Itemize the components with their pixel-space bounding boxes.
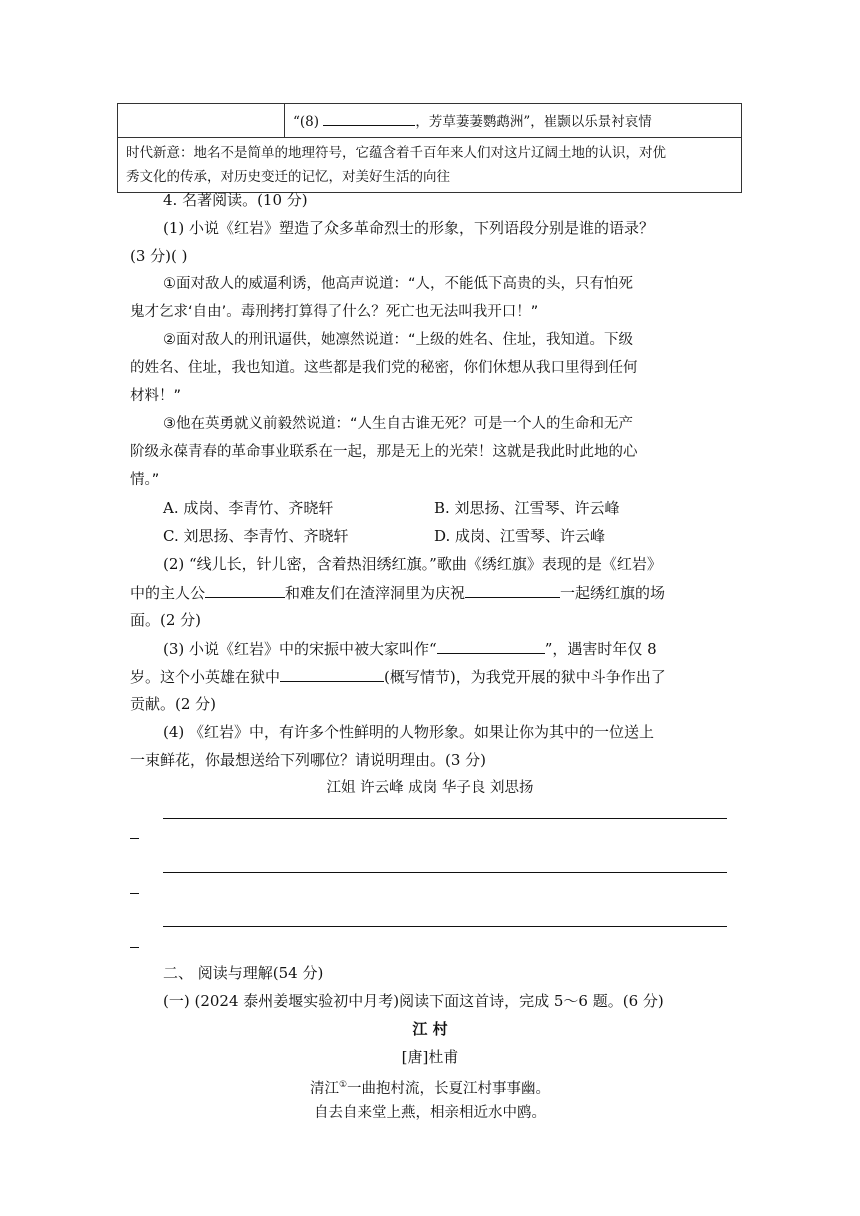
table-cell-empty (118, 104, 285, 138)
answer-line-3-tail (130, 947, 139, 948)
q4-1-line1: (1) 小说《红岩》塑造了众多革命烈士的形象，下列语段分别是谁的语录？ (163, 219, 655, 237)
note-line-2: 秀文化的传承，对历史变迁的记忆，对美好生活的向往 (126, 169, 450, 185)
option-d[interactable]: D. 成岗、江雪琴、许云峰 (434, 527, 606, 545)
answer-line-3[interactable] (163, 926, 727, 927)
answer-blank-protagonist[interactable] (205, 579, 285, 598)
q4-2-line3: 面。(2 分) (130, 611, 202, 629)
option-a[interactable]: A. 成岗、李青竹、齐晓轩 (163, 499, 334, 517)
q4-4-line2: 一束鲜花，你最想送给下列哪位？请说明理由。(3 分) (130, 751, 487, 769)
answer-blank-plot[interactable] (280, 663, 384, 682)
q4-3-line2 (130, 663, 730, 690)
answer-line-2[interactable] (163, 872, 727, 873)
q4-heading: 4. 名著阅读。(10 分) (163, 191, 308, 209)
q4-3-text-d: (概写情节)，为我党开展的狱中斗争作出了 (384, 668, 666, 686)
quote2-line3: 材料！” (130, 388, 182, 404)
poem-line-2: 自去自来堂上燕，相亲相近水中鸥。 (314, 1105, 546, 1121)
q4-3-line1 (163, 635, 763, 662)
q4-3-text-b: ”，遇害时年仅 8 (544, 640, 657, 658)
quote3-line2: 阶级永葆青春的革命事业联系在一起，那是无上的光荣！这就是我此时此地的心 (130, 444, 638, 460)
quote2-line1: ②面对敌人的刑讯逼供，她凛然说道：“上级的姓名、住址，我知道。下级 (163, 332, 634, 348)
option-c[interactable]: C. 刘思扬、李青竹、齐晓轩 (163, 527, 349, 545)
note-line-1: 时代新意：地名不是简单的地理符号，它蕴含着千百年来人们对这片辽阔土地的认识，对优 (126, 145, 666, 161)
quote1-line2: 鬼才乞求‘自由’。毒刑拷打算得了什么？死亡也无法叫我开口！” (130, 304, 539, 320)
poem-line-1-b: 一曲抱村流，长夏江村事事幽。 (347, 1080, 551, 1097)
table-cell-fill (285, 104, 742, 138)
option-b[interactable]: B. 刘思扬、江雪琴、许云峰 (434, 499, 620, 517)
q4-2-text-c: 一起绣红旗的场 (560, 584, 666, 602)
poem-author: [唐]杜甫 (401, 1048, 459, 1066)
q4-2-line1: (2) “线儿长，针儿密，含着热泪绣红旗。”歌曲《绣红旗》表现的是《红岩》 (163, 555, 662, 573)
section-2-heading: 二、 阅读与理解(54 分) (163, 964, 324, 982)
answer-blank-8[interactable] (323, 107, 415, 126)
footnote-marker: ① (338, 1080, 348, 1090)
q4-2-line2 (130, 579, 730, 606)
fill-prefix: “(8) (293, 114, 320, 130)
name-list: 江姐 许云峰 成岗 华子良 刘思扬 (326, 780, 534, 796)
fill-suffix: ，芳草萋萋鹦鹉洲”，崔颢以乐景衬哀情 (415, 114, 652, 130)
answer-blank-nickname[interactable] (437, 635, 545, 654)
section-2-subheading: (一) (2024 泰州姜堰实验初中月考)阅读下面这首诗，完成 5～6 题。(6 分) (163, 992, 664, 1010)
quote1-line1: ①面对敌人的威逼利诱，他高声说道：“人，不能低下高贵的头，只有怕死 (163, 276, 634, 292)
q4-1-line2: (3 分)( ) (130, 247, 188, 265)
quote3-line1: ③他在英勇就义前毅然说道：“人生自古谁无死？可是一个人的生命和无产 (163, 416, 634, 432)
answer-line-2-tail (130, 893, 139, 894)
answer-blank-celebration[interactable] (465, 579, 560, 598)
q4-3-text-c: 岁。这个小英雄在狱中 (130, 668, 281, 686)
answer-line-1-tail (130, 838, 139, 839)
answer-line-1[interactable] (163, 818, 727, 819)
q4-3-line3: 贡献。(2 分) (130, 695, 217, 713)
quote2-line2: 的姓名、住址，我也知道。这些都是我们党的秘密，你们休想从我口里得到任何 (130, 360, 638, 376)
quote3-line3: 情。” (130, 472, 160, 488)
q4-3-text-a: (3) 小说《红岩》中的宋振中被大家叫作“ (163, 640, 437, 658)
table-cell-note (118, 138, 742, 193)
poem-line-1-a: 清江 (309, 1080, 339, 1097)
q4-4-line1: (4) 《红岩》中，有许多个性鲜明的人物形象。如果让你为其中的一位送上 (163, 723, 655, 741)
info-table (117, 103, 742, 193)
q4-2-text-b: 和难友们在渣滓洞里为庆祝 (285, 584, 466, 602)
q4-2-text-a: 中的主人公 (130, 584, 206, 602)
poem-line-1 (0, 1072, 860, 1102)
poem-title: 江 村 (412, 1020, 448, 1038)
